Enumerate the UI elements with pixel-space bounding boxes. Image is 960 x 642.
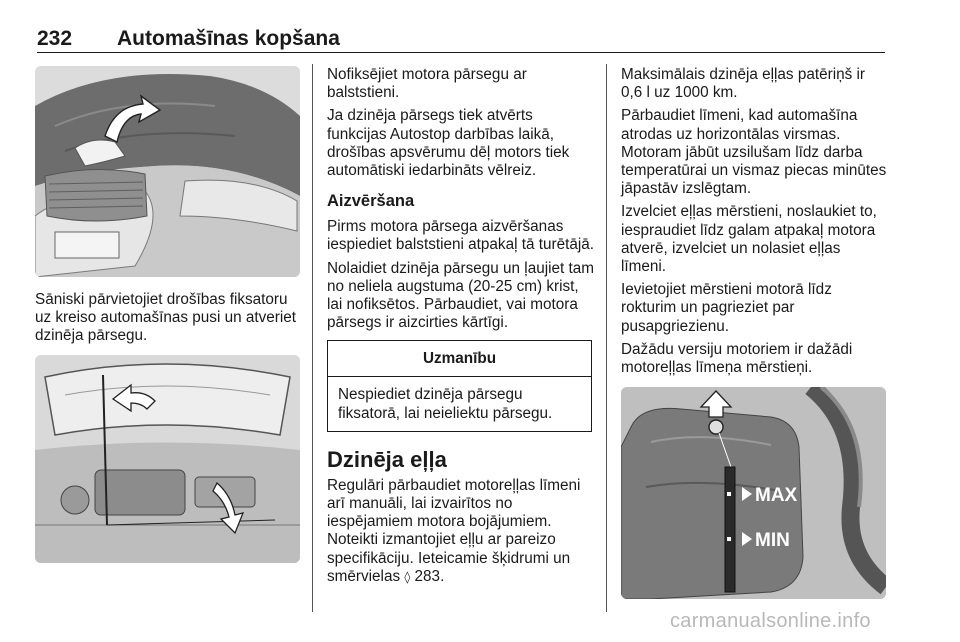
column-1: [35, 66, 300, 563]
paragraph-closing-2: Nolaidiet dzinēja pārsegu un ļaujiet tam no neliela augstuma (20-25 cm) krist, lai nofiksētos. Pārbaudiet, vai motora pārsegs ir aizcirties kārtīgi.: [327, 259, 595, 332]
dipstick-illustration: [621, 387, 886, 599]
paragraph-autostop: Ja dzinēja pārsegs tiek atvērts funkcijas Autostop darbības laikā, drošības apsvērumu dēļ motors tiek automātiski iedarbināts vēlreiz.: [327, 107, 570, 180]
header-rule: [37, 52, 885, 53]
paragraph-check-level: Pārbaudiet līmeni, kad automašīna atrodas uz horizontālas virsmas. Motoram jābūt uzsilušam līdz darba temperatūrai un vismaz piecas minūtes jāpastāv izslēgtam.: [621, 107, 887, 198]
paragraph-oil-check: [327, 477, 595, 586]
hood-release-illustration: [35, 66, 300, 277]
page-number: 232: [37, 27, 73, 50]
caution-text: Nespiediet dzinēja pārsegu fiksatorā, lai neieliektu pārsegu.: [338, 386, 553, 422]
column-3: [621, 66, 887, 599]
hood-release-caption: Sāniski pārvietojiet drošības fiksatoru uz kreiso automašīnas pusi un atveriet dzinēja pārsegu.: [35, 291, 297, 345]
paragraph-closing-1: Pirms motora pārsega aizvēršanas iespiediet balststieni atpakaļ tā turētājā.: [327, 218, 595, 254]
column-2: [327, 66, 595, 591]
column-divider-1: [312, 64, 313, 612]
paragraph-prop-rod: Nofiksējiet motora pārsegu ar balststieni.: [327, 66, 527, 102]
page-header: [37, 27, 885, 53]
caution-box: [327, 340, 592, 431]
closing-heading: Aizvēršana: [327, 192, 415, 211]
column-divider-2: [606, 64, 607, 612]
dipstick-max-label: MAX: [755, 485, 798, 507]
paragraph-dipstick-insert: Ievietojiet mērstieni motorā līdz rokturim un pagrieziet par pusapgriezienu.: [621, 281, 832, 335]
caution-title: Uzmanību: [328, 341, 591, 377]
paragraph-dipstick-versions: Dažādu versiju motoriem ir dažādi motoreļļas līmeņa mērstieņi.: [621, 340, 853, 377]
watermark: carmanualsonline.info: [670, 610, 871, 632]
cross-reference-icon: ◊: [404, 569, 411, 584]
paragraph-dipstick-read: Izvelciet eļļas mērstieni, noslaukiet to, iespraudiet līdz galam atpakaļ motora atverē, izvelciet un nolasiet eļļas līmeni.: [621, 203, 877, 276]
cross-reference-page[interactable]: 283.: [414, 567, 445, 585]
oil-check-text: Regulāri pārbaudiet motoreļļas līmeni arī manuāli, lai izvairītos no iespējamiem motora bojājumiem. Noteikti izmantojiet eļļu ar pareizo specifikāciju. Ieteicamie šķidrumi un smērvielas: [327, 476, 581, 585]
page-title: Automašīnas kopšana: [117, 27, 340, 50]
dipstick-min-label: MIN: [755, 530, 790, 552]
engine-oil-heading: Dzinēja eļļa: [327, 446, 447, 472]
paragraph-oil-consumption: Maksimālais dzinēja eļļas patēriņš ir 0,6 l uz 1000 km.: [621, 66, 865, 102]
open-hood-illustration: [35, 355, 300, 563]
